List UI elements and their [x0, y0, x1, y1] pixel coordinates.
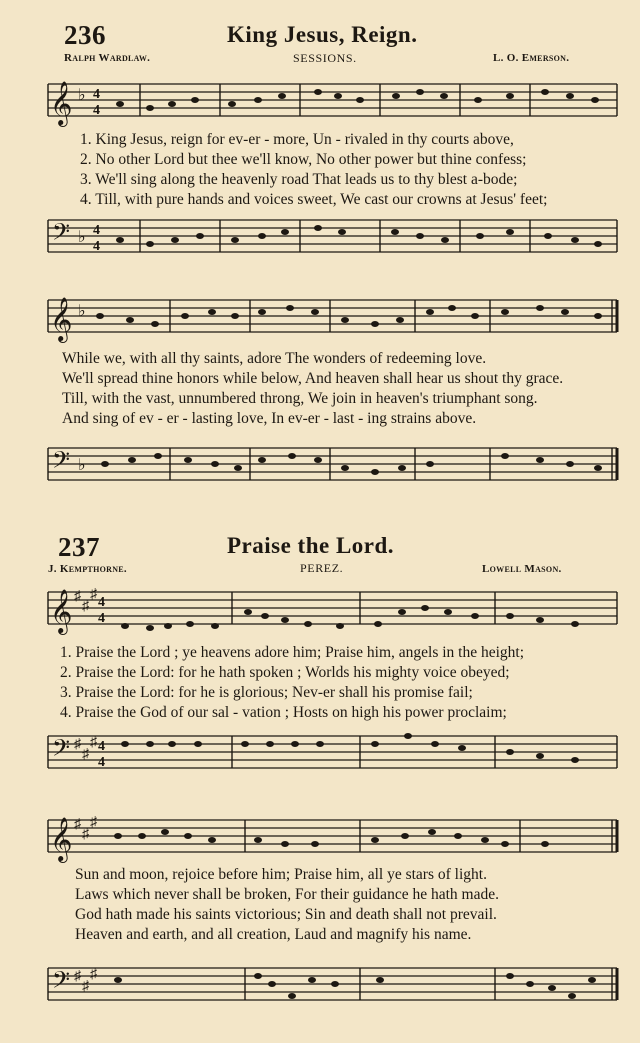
svg-text:4: 4	[93, 239, 100, 254]
svg-text:♯: ♯	[82, 827, 89, 842]
svg-text:♯: ♯	[74, 737, 81, 752]
verse-line: 1. Praise the Lord ; ye heavens adore him; Praise him, angels in the height;	[60, 644, 525, 661]
svg-text:♯: ♯	[74, 969, 81, 984]
composer-credit: Lowell Mason.	[482, 563, 562, 575]
verse-line: 3. Praise the Lord: for he is glorious; Nev-er shall his promise fail;	[60, 684, 473, 701]
music-staff-bass	[0, 440, 640, 500]
svg-text:𝄞: 𝄞	[50, 591, 73, 633]
svg-text:♯: ♯	[90, 967, 97, 982]
svg-text:4: 4	[93, 103, 100, 118]
svg-text:♭: ♭	[78, 457, 86, 474]
verse-line: We'll spread thine honors while below, And heaven shall hear us shout thy grace.	[62, 370, 564, 387]
hymn-number: 237	[58, 532, 100, 562]
verse-line: And sing of ev - er - lasting love, In ev-er - last - ing strains above.	[62, 410, 477, 427]
verse-block	[75, 865, 499, 945]
music-staff-treble	[0, 286, 640, 356]
verse-line: 1. King Jesus, reign for ev-er - more, Un - rivaled in thy courts above,	[80, 131, 514, 148]
verse-line: 4. Till, with pure hands and voices sweet, We cast our crowns at Jesus' feet;	[80, 191, 548, 208]
svg-text:♯: ♯	[82, 599, 89, 614]
verse-line: Till, with the vast, unnumbered throng, We join in heaven's triumphant song.	[62, 390, 538, 407]
hymn-title: King Jesus, Reign.	[227, 22, 418, 47]
verse-block	[60, 643, 524, 723]
music-staff-bass	[0, 960, 640, 1030]
verse-line: Sun and moon, rejoice before him; Praise him, all ye stars of light.	[75, 866, 487, 883]
svg-text:𝄞: 𝄞	[50, 299, 73, 341]
tune-name: SESSIONS.	[293, 51, 357, 65]
verse-line: 2. Praise the Lord: for he hath spoken ; Worlds his mighty voice obeyed;	[60, 664, 510, 681]
author-credit: J. Kempthorne.	[48, 563, 127, 575]
svg-text:♯: ♯	[90, 587, 97, 602]
hymn-title: Praise the Lord.	[227, 533, 395, 558]
verse-line: Heaven and earth, and all creation, Laud and magnify his name.	[75, 926, 472, 943]
svg-text:♯: ♯	[82, 747, 89, 762]
svg-text:𝄢: 𝄢	[52, 736, 71, 767]
svg-text:4: 4	[98, 755, 105, 770]
verse-line: 4. Praise the God of our sal - vation ; Hosts on high his power proclaim;	[60, 704, 507, 721]
author-credit: Ralph Wardlaw.	[64, 52, 151, 64]
music-staff-treble	[0, 578, 640, 648]
svg-text:♭: ♭	[78, 229, 86, 246]
svg-text:𝄢: 𝄢	[52, 968, 71, 999]
svg-text:4: 4	[98, 739, 105, 754]
flat-key-icon: ♭	[78, 87, 86, 104]
svg-text:♯: ♯	[82, 979, 89, 994]
treble-clef-icon: 𝄞	[50, 83, 73, 125]
verse-line: 3. We'll sing along the heavenly road That leads us to thy blest a-bode;	[80, 171, 518, 188]
svg-text:♯: ♯	[90, 735, 97, 750]
sharp-key-icon: ♯	[74, 589, 81, 604]
verse-block	[62, 349, 563, 429]
svg-text:4: 4	[93, 87, 100, 102]
verse-line: God hath made his saints victorious; Sin and death shall not prevail.	[75, 906, 497, 923]
verse-line: While we, with all thy saints, adore The wonders of redeeming love.	[62, 350, 487, 367]
verse-block	[80, 130, 547, 210]
tune-name: PEREZ.	[300, 561, 344, 575]
svg-text:𝄢: 𝄢	[52, 448, 71, 479]
svg-text:4: 4	[93, 223, 100, 238]
svg-text:♭: ♭	[78, 303, 86, 320]
music-staff-bass	[0, 212, 640, 272]
bass-clef-icon: 𝄢	[52, 220, 71, 251]
svg-text:4: 4	[98, 595, 105, 610]
svg-text:♯: ♯	[74, 817, 81, 832]
composer-credit: L. O. Emerson.	[493, 52, 570, 64]
verse-line: Laws which never shall be broken, For their guidance he hath made.	[75, 886, 499, 903]
svg-text:4: 4	[98, 611, 105, 626]
hymn-number: 236	[64, 20, 106, 50]
svg-text:♯: ♯	[90, 815, 97, 830]
svg-text:𝄞: 𝄞	[50, 819, 73, 861]
music-staff-bass	[0, 728, 640, 788]
verse-line: 2. No other Lord but thee we'll know, No other power but thine confess;	[80, 151, 527, 168]
